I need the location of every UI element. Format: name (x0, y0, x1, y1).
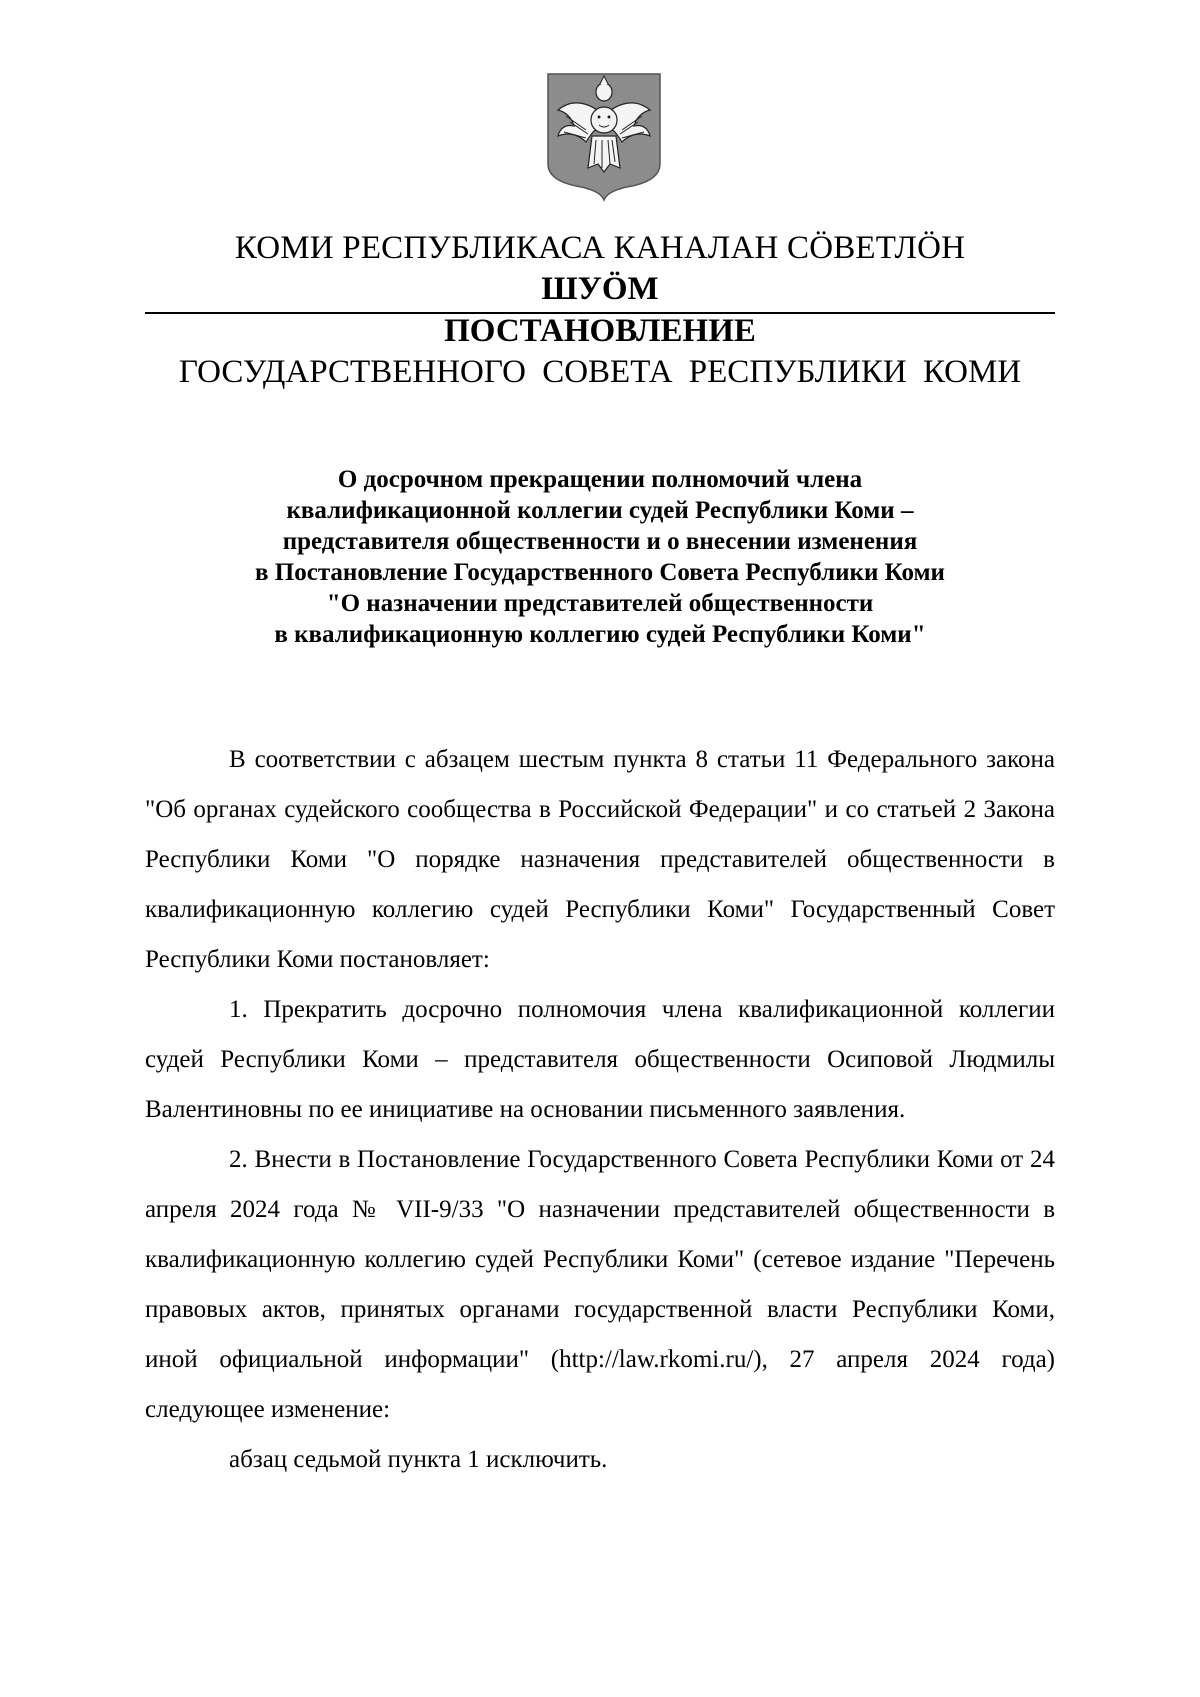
title-line: О досрочном прекращении полномочий члена (337, 466, 863, 493)
title-line: "О назначении представителей общественности (326, 590, 874, 617)
state-council-heading: ГОСУДАРСТВЕННОГО СОВЕТА РЕСПУБЛИКИ КОМИ (178, 354, 1022, 390)
komi-header-title: КОМИ РЕСПУБЛИКАСА КАНАЛАН СӦВЕТЛӦН (234, 230, 966, 266)
amendment-paragraph: абзац седьмой пункта 1 исключить. (229, 1446, 608, 1473)
postanovlenie-heading: ПОСТАНОВЛЕНИЕ (444, 313, 756, 349)
komi-coat-of-arms-icon (546, 72, 662, 202)
document-body (145, 735, 1055, 1485)
document-title (145, 464, 1055, 650)
title-line: в Постановление Государственного Совета Республики Коми (255, 559, 945, 586)
title-line: в квалификационную коллегию судей Республики Коми" (274, 621, 926, 648)
shuom-heading: ШУӦМ (541, 271, 659, 307)
clause-1-paragraph: 1. Прекратить досрочно полномочия члена квалификационной коллегии судей Республики Коми – представителя общественности Осиповой Людмилы Валентиновны по ее инициативе на основании письменного заявления. (145, 996, 1055, 1123)
clause-2-paragraph: 2. Внести в Постановление Государственного Совета Республики Коми от 24 апреля 2024 года № VII-9/33 "О назначении представителей общественности в квалификационную коллегию судей Республики Коми" (сетевое издание "Перечень правовых актов, принятых органами государственной власти Республики Коми, иной официальной информации" (http://law.rkomi.ru/), 27 апреля 2024 года) следующее изменение: (145, 1146, 1055, 1423)
title-line: квалификационной коллегии судей Республики Коми – (286, 497, 914, 524)
title-line: представителя общественности и о внесении изменения (282, 528, 918, 555)
preamble-paragraph: В соответствии с абзацем шестым пункта 8 статьи 11 Федерального закона "Об органах судейского сообщества в Российской Федерации" и со статьей 2 Закона Республики Коми "О порядке назначения представителей общественности в квалификационную коллегию судей Республики Коми" Государственный Совет Республики Коми постановляет: (145, 746, 1055, 973)
